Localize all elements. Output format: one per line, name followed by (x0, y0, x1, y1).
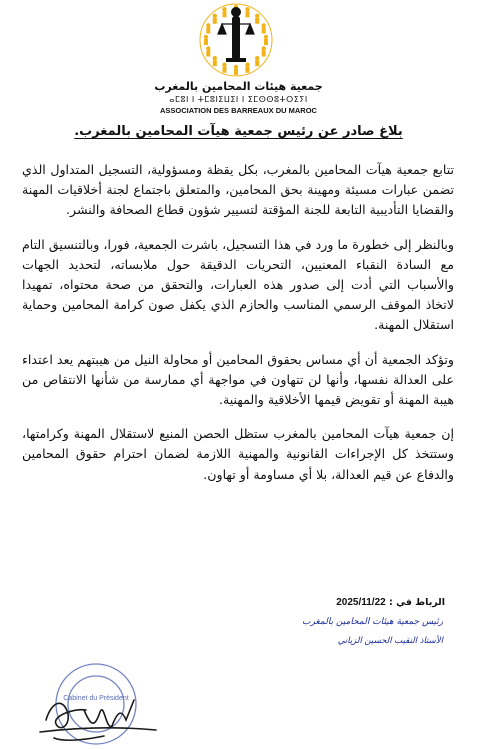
paragraph-3: وتؤكد الجمعية أن أي مساس بحقوق المحامين أو محاولة النيل من هيبتهم يعد اعتداء على العدالة نفسها، وأنها لن تتهاون في مواجهة أي ممارسة من شأنها الانتقاص من هيبة المهنة أو تقويض قيمها الأخلاقية والمهنية. (22, 351, 454, 408)
logo-figure-body (255, 18, 259, 24)
logo-figure-body (262, 28, 266, 34)
association-name-arabic: جمعية هيئات المحامين بالمغرب (154, 80, 323, 93)
logo-figure-head (234, 65, 238, 69)
signatory-title: رئيس جمعية هيئات المحامين بالمغرب (302, 617, 443, 627)
logo-figure-body (246, 11, 250, 17)
logo-figure-body (223, 67, 227, 73)
logo-figure-body (262, 51, 266, 57)
logo-figure-head (222, 63, 226, 67)
logo-figure-body (255, 60, 259, 66)
logo-figure-head (255, 14, 259, 18)
logo-figure-body (234, 69, 238, 75)
paragraph-4: إن جمعية هيآت المحامين بالمغرب ستظل الحصن المنيع لاستقلال المهنة وكرامتها، وستتخذ كل الإجراءات القانونية والمهنية اللازمة لضمان احترام حقوق المحامين والدفاع عن قيم العدالة، بلا أي مساومة أو تهاون. (22, 426, 454, 482)
logo-figure-head (245, 63, 249, 67)
logo-figure-body (204, 39, 208, 45)
logo-figure-head (255, 56, 259, 60)
logo-figure-body (246, 67, 250, 73)
logo-figure-head (204, 35, 208, 39)
association-logo-icon (188, 2, 284, 78)
logo-figure-head (206, 46, 210, 50)
association-name-tamazight: ⴰⵎⵓⵏ ⵏ ⵜⵎⵓⵏⵉⵡⵉⵏ ⵏ ⵉⵎⵙⵙⵓⵜⵔⵉⵢⵏ (169, 95, 308, 104)
signatory-name: الأستاذ النقيب الحسين الزياني (337, 636, 443, 646)
logo-figure-head (264, 35, 268, 39)
logo-figure-head (206, 23, 210, 27)
logo-figure-body (264, 39, 268, 45)
logo-figure-head (262, 23, 266, 27)
logo-figure-head (213, 14, 217, 18)
logo-figure-head (213, 56, 217, 60)
handwritten-signature-icon (34, 680, 164, 748)
paragraph-1: تتابع جمعية هيآت المحامين بالمغرب، بكل يقظة ومسؤولية، التسجيل المتداول الذي تضمن عبارات مسيئة ومهينة بحق المحامين، والمتعلق باجتماع لجنة أخلاقيات المهنة والقضايا التأديبية التابعة للجنة المؤقتة لتسيير شؤون قطاع الصحافة والنشر. (22, 162, 454, 218)
stamp-text: Cabinet du Président (63, 695, 129, 702)
logo-figure-body (213, 60, 217, 66)
date-line (336, 597, 445, 608)
communique-title: بلاغ صادر عن رئيس جمعية هيآت المحامين بالمغرب. (74, 124, 403, 139)
logo-figure-head (245, 7, 249, 11)
logo-figure-body (213, 18, 217, 24)
communique-body (22, 160, 454, 499)
date-label: الرباط في : (389, 597, 445, 608)
logo-figure-head (262, 46, 266, 50)
association-name-french: ASSOCIATION DES BARREAUX DU MAROC (160, 106, 317, 115)
logo-figure-body (206, 28, 210, 34)
logo-figure-body (206, 51, 210, 57)
date-value: 2025/11/22 (336, 597, 386, 608)
logo-figure-head (222, 7, 226, 11)
paragraph-2: وبالنظر إلى خطورة ما ورد في هذا التسجيل، باشرت الجمعية، فورا، وبالتنسيق التام مع السادة النقباء المعنيين، التحريات الدقيقة حول ملابساته، لتحديد الجهات والأسباب التي أدت إلى صدور هذه العبارات، والتحقق من صحة محتواه، تمهيدا لاتخاذ الموقف الرسمي المناسب والحازم الذي يكفل صون كرامة المحامين وحماية استقلال المهنة. (22, 236, 454, 333)
logo-figure-body (223, 11, 227, 17)
